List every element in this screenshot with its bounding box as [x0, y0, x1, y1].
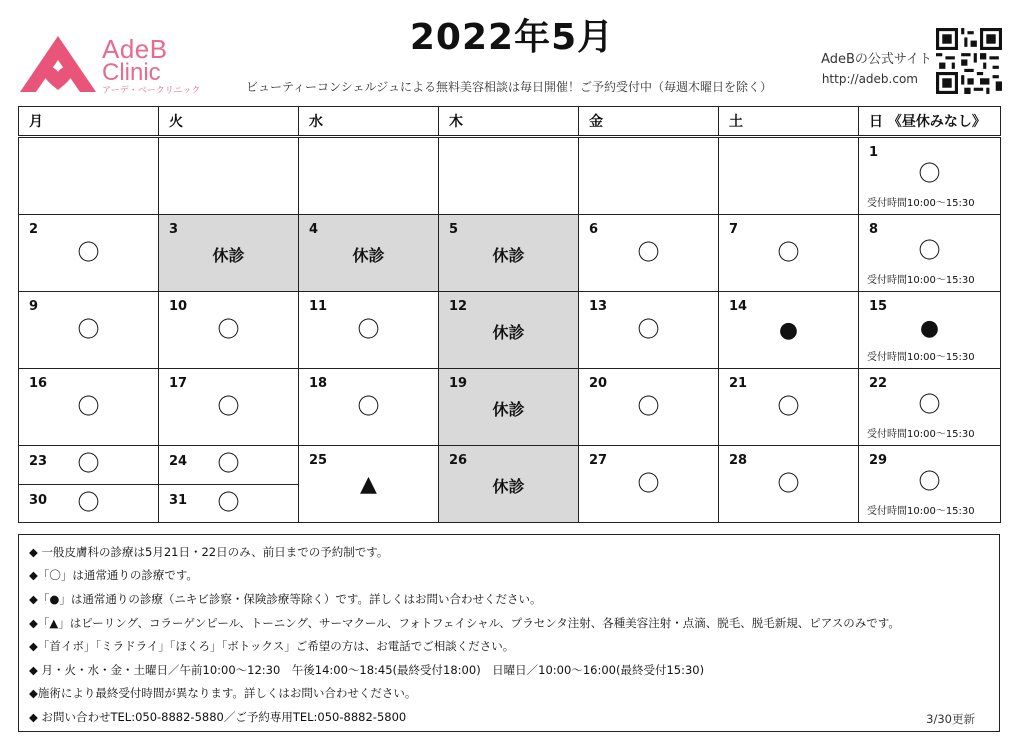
note-item: ◆「〇」は通常通りの診療です。	[29, 568, 198, 582]
day-status: 〇	[637, 318, 660, 343]
day-status: 〇	[918, 162, 941, 187]
day-number: 26	[449, 453, 468, 468]
logo-name: AdeB	[102, 34, 168, 64]
day-cell	[859, 292, 1001, 369]
updated-date: 3/30更新	[926, 712, 975, 726]
day-status: 〇	[217, 490, 240, 516]
day-status: 〇	[777, 395, 800, 420]
day-cell	[719, 369, 859, 446]
day-cell-empty	[159, 137, 299, 215]
note-item: ◆ お問い合わせTEL:050-8882-5880／ご予約専用TEL:050-8882-5800	[29, 710, 407, 724]
day-cell-empty	[719, 137, 859, 215]
day-status: 〇	[77, 318, 100, 343]
day-number: 10	[169, 299, 188, 314]
weekday-wed: 水	[299, 107, 439, 137]
day-cell	[579, 446, 719, 523]
day-status: 休診	[492, 400, 525, 419]
day-cell	[859, 369, 1001, 446]
day-number: 24	[169, 454, 188, 469]
note-item: ◆ 月・火・水・金・土曜日／午前10:00〜12:30 午後14:00〜18:45(最終受付18:00) 日曜日／10:00〜16:00(最終受付15:30)	[29, 663, 705, 677]
day-status: 〇	[637, 241, 660, 266]
day-status: 休診	[212, 246, 245, 265]
day-status: 休診	[352, 246, 385, 265]
weekday-thu: 木	[439, 107, 579, 137]
day-cell	[579, 215, 719, 292]
day-cell	[19, 484, 159, 523]
note-item: ◆「●」は通常通りの診療（ニキビ診察・保険診療等除く）です。詳しくはお問い合わせください。	[29, 592, 542, 606]
day-status: 〇	[357, 395, 380, 420]
day-cell	[159, 292, 299, 369]
weekday-fri: 金	[579, 107, 719, 137]
qr-code-icon[interactable]	[936, 28, 1002, 94]
day-number: 2	[29, 222, 39, 237]
reception-hours: 受付時間10:00〜15:30	[867, 429, 975, 440]
day-cell	[19, 215, 159, 292]
reception-hours: 受付時間10:00〜15:30	[867, 275, 975, 286]
day-cell	[719, 446, 859, 523]
day-cell	[299, 292, 439, 369]
day-cell	[859, 215, 1001, 292]
logo-sub: Clinic	[102, 59, 161, 86]
weekday-header	[19, 107, 1001, 137]
day-status: 〇	[777, 472, 800, 497]
day-cell	[159, 446, 299, 485]
day-status: 〇	[357, 318, 380, 343]
day-cell	[859, 137, 1001, 215]
day-status: 〇	[217, 452, 240, 477]
day-cell	[19, 292, 159, 369]
day-cell-closed	[439, 446, 579, 523]
day-cell	[159, 484, 299, 523]
calendar-week	[19, 446, 1001, 485]
note-item: ◆施術により最終受付時間が異なります。詳しくはお問い合わせください。	[29, 686, 417, 700]
day-number: 14	[729, 299, 748, 314]
day-cell	[859, 446, 1001, 523]
day-status: 休診	[492, 246, 525, 265]
day-status: 〇	[918, 239, 941, 264]
day-number: 29	[869, 453, 888, 468]
day-status: ●	[919, 316, 940, 341]
day-cell	[19, 446, 159, 485]
day-number: 4	[309, 222, 319, 237]
day-status: 〇	[77, 241, 100, 266]
day-cell-closed	[439, 292, 579, 369]
day-number: 8	[869, 222, 879, 237]
day-cell	[299, 369, 439, 446]
note-item: ◆ 一般皮膚科の診療は5月21日・22日のみ、前日までの予約制です。	[29, 545, 389, 559]
day-number: 7	[729, 222, 739, 237]
day-number: 1	[869, 145, 879, 160]
notes-box	[18, 534, 1000, 732]
day-number: 17	[169, 376, 188, 391]
day-cell-empty	[299, 137, 439, 215]
day-number: 28	[729, 453, 748, 468]
day-status: 〇	[77, 490, 100, 516]
day-status: 〇	[918, 393, 941, 418]
day-number: 30	[29, 492, 48, 508]
day-number: 27	[589, 453, 608, 468]
day-number: 20	[589, 376, 608, 391]
day-number: 25	[309, 453, 328, 468]
site-url[interactable]: http://adeb.com	[821, 72, 918, 86]
day-cell	[579, 292, 719, 369]
day-cell	[719, 215, 859, 292]
day-status: 〇	[77, 452, 100, 477]
calendar-table	[18, 106, 1001, 523]
day-number: 19	[449, 376, 468, 391]
day-cell	[299, 446, 439, 523]
site-label: AdeBの公式サイト	[821, 52, 932, 67]
weekday-sun: 日 《昼休みなし》	[859, 107, 1001, 137]
day-number: 5	[449, 222, 459, 237]
day-status: 休診	[492, 323, 525, 342]
day-status: 〇	[777, 241, 800, 266]
day-cell	[719, 292, 859, 369]
day-cell-empty	[19, 137, 159, 215]
day-status: 〇	[637, 395, 660, 420]
calendar-week	[19, 215, 1001, 292]
day-number: 11	[309, 299, 328, 314]
page-subtitle: ビューティーコンシェルジュによる無料美容相談は毎日開催！ご予約受付中（毎週木曜日を除く）	[246, 80, 772, 94]
day-status: ●	[778, 318, 799, 343]
note-item: ◆「首イボ」「ミラドライ」「ほくろ」「ボトックス」ご希望の方は、お電話でご相談ください。	[29, 639, 515, 653]
note-item: ◆「▲」はピーリング、コラーゲンピール、トーニング、サーマクール、フォトフェイシャル、プラセンタ注射、各種美容注射・点滴、脱毛、脱毛新規、ピアスのみです。	[29, 616, 900, 630]
day-status: 〇	[217, 395, 240, 420]
day-status: 〇	[918, 470, 941, 495]
day-cell-closed	[299, 215, 439, 292]
day-number: 9	[29, 299, 39, 314]
day-cell-closed	[159, 215, 299, 292]
day-cell	[19, 369, 159, 446]
day-number: 18	[309, 376, 328, 391]
calendar-week	[19, 137, 1001, 215]
day-number: 15	[869, 299, 888, 314]
day-number: 12	[449, 299, 468, 314]
day-cell-empty	[579, 137, 719, 215]
day-cell-closed	[439, 215, 579, 292]
day-cell-empty	[439, 137, 579, 215]
day-number: 3	[169, 222, 179, 237]
weekday-mon: 月	[19, 107, 159, 137]
day-status: ▲	[360, 472, 377, 497]
page-title: 2022年5月	[409, 17, 615, 58]
day-number: 6	[589, 222, 599, 237]
calendar-week	[19, 369, 1001, 446]
logo-kana: アーデ・ベークリニック	[102, 86, 201, 96]
day-number: 31	[169, 492, 188, 508]
weekday-tue: 火	[159, 107, 299, 137]
day-number: 21	[729, 376, 748, 391]
reception-hours: 受付時間10:00〜15:30	[867, 352, 975, 363]
day-status: 〇	[77, 395, 100, 420]
day-number: 22	[869, 376, 888, 391]
calendar-week	[19, 292, 1001, 369]
day-number: 23	[29, 454, 48, 469]
day-status: 〇	[637, 472, 660, 497]
day-status: 休診	[492, 477, 525, 496]
day-cell-closed	[439, 369, 579, 446]
day-cell	[159, 369, 299, 446]
reception-hours: 受付時間10:00〜15:30	[867, 198, 975, 209]
day-cell	[579, 369, 719, 446]
reception-hours: 受付時間10:00〜15:30	[867, 506, 975, 517]
weekday-sat: 土	[719, 107, 859, 137]
day-status: 〇	[217, 318, 240, 343]
day-number: 16	[29, 376, 48, 391]
day-number: 13	[589, 299, 608, 314]
